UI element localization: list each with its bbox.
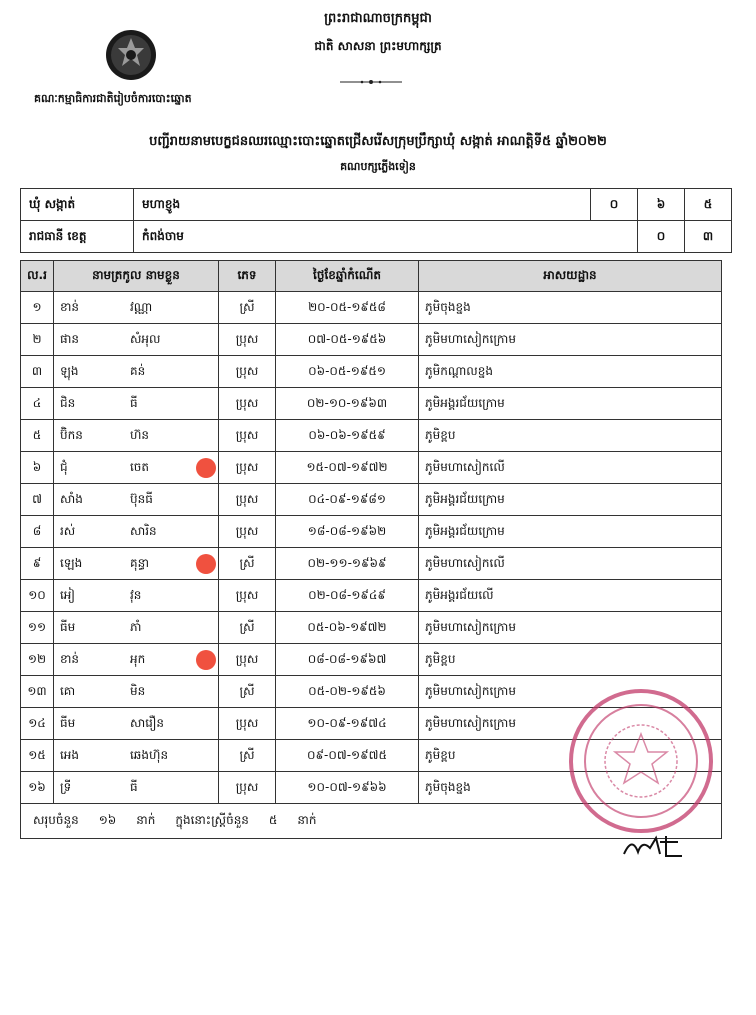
candidate-address: ភូមិមហាសៀកក្រោម <box>419 676 722 708</box>
candidate-sex: ប្រុស <box>219 484 276 516</box>
candidate-sex: ប្រុស <box>219 516 276 548</box>
candidate-name <box>54 740 219 772</box>
candidate-dob: ០២-១០-១៩៦៣ <box>276 388 419 420</box>
candidate-sex: ស្រី <box>219 676 276 708</box>
row-number: ១៥ <box>21 740 54 772</box>
candidate-dob: ០៥-០២-១៩៥៦ <box>276 676 419 708</box>
commune-code-digit: ៦ <box>638 189 685 221</box>
table-row <box>21 484 722 516</box>
given-name: សំអុល <box>130 331 161 346</box>
province-row <box>21 221 732 253</box>
national-motto: ជាតិ សាសនា ព្រះមហាក្សត្រ <box>314 39 442 53</box>
official-stamp-icon <box>566 686 716 836</box>
given-name: ធី <box>130 779 138 794</box>
province-code-digit: ០ <box>638 221 685 253</box>
given-name: ភាំ <box>130 619 142 634</box>
surname: ខាន់ <box>60 651 80 666</box>
candidate-address: ភូមិចុងខ្នង <box>419 292 722 324</box>
candidate-name <box>54 484 219 516</box>
candidate-address: ភូមិអង្គរជ័យក្រោម <box>419 516 722 548</box>
surname: ទ្រី <box>60 779 72 794</box>
surname: សាំង <box>60 491 83 506</box>
candidate-dob: ២០-០៥-១៩៥៨ <box>276 292 419 324</box>
candidate-name <box>54 644 219 676</box>
surname: ធីម <box>60 715 76 730</box>
surname: ធីម <box>60 619 76 634</box>
surname: ខាន់ <box>60 299 80 314</box>
commune-code-digit: ៥ <box>685 189 732 221</box>
women-label: ក្នុងនោះស្ត្រីចំនួន <box>175 813 249 827</box>
given-name: គុន្ធា <box>130 555 150 570</box>
candidate-sex: ស្រី <box>219 612 276 644</box>
surname: អៀ <box>60 587 75 602</box>
candidate-dob: ១៨-០៨-១៩៦២ <box>276 516 419 548</box>
candidate-name <box>54 292 219 324</box>
row-number: ២ <box>21 324 54 356</box>
location-table <box>20 188 732 253</box>
table-row <box>21 388 722 420</box>
surname: រស់ <box>60 523 76 538</box>
document-title: បញ្ជីរាយនាមបេក្ខជនឈរឈ្មោះបោះឆ្នោតជ្រើសរើសក្រុមប្រឹក្សាឃុំ សង្កាត់ អាណត្តិទី៥ ឆ្នាំ២០២២ <box>149 134 607 149</box>
candidate-address: ភូមិមហាសៀកក្រោម <box>419 324 722 356</box>
candidate-sex: ប្រុស <box>219 324 276 356</box>
candidate-address: ភូមិខ្ពប <box>419 644 722 676</box>
row-number: ៨ <box>21 516 54 548</box>
table-row <box>21 452 722 484</box>
row-number: ១០ <box>21 580 54 612</box>
surname: ប៊ិកន <box>60 427 83 442</box>
candidate-address: ភូមិមហាសៀកលើ <box>419 452 722 484</box>
candidate-address: ភូមិអង្គរជ័យក្រោម <box>419 388 722 420</box>
candidate-name <box>54 420 219 452</box>
commune-row <box>21 189 732 221</box>
commune-label: ឃុំ សង្កាត់ <box>21 189 134 221</box>
row-number: ៧ <box>21 484 54 516</box>
row-number: ៦ <box>21 452 54 484</box>
given-name: សារិន <box>130 523 157 538</box>
candidate-dob: ០២-១១-១៩៦៩ <box>276 548 419 580</box>
surname: ជិន <box>60 395 76 410</box>
surname: ឡេង <box>60 555 83 570</box>
candidate-address: ភូមិអង្គរជ័យក្រោម <box>419 484 722 516</box>
given-name: គន់ <box>130 363 146 378</box>
candidate-name <box>54 452 219 484</box>
col-header-dob: ថ្ងៃខែឆ្នាំកំណើត <box>276 261 419 292</box>
candidate-dob: ០៥-០៦-១៩៧២ <box>276 612 419 644</box>
surname: អេង <box>60 747 80 762</box>
row-number: ៣ <box>21 356 54 388</box>
table-row <box>21 548 722 580</box>
table-row <box>21 644 722 676</box>
total-value: ១៦ <box>98 813 117 827</box>
candidate-sex: ប្រុស <box>219 420 276 452</box>
surname: គោ <box>60 683 76 698</box>
candidate-dob: ១០-០៧-១៩៦៦ <box>276 772 419 804</box>
given-name: វុន <box>130 587 142 602</box>
table-row <box>21 356 722 388</box>
table-header-row <box>21 261 722 292</box>
women-value: ៥ <box>268 813 278 827</box>
given-name: ចេត <box>130 459 150 474</box>
national-election-committee-emblem-icon <box>104 28 158 82</box>
candidate-name <box>54 580 219 612</box>
candidate-address: ភូមិមហាសៀកក្រោម <box>419 612 722 644</box>
commune-value: មហាខ្ញូង <box>134 189 591 221</box>
red-mark-icon <box>196 458 216 478</box>
red-mark-icon <box>196 650 216 670</box>
candidate-name <box>54 676 219 708</box>
party-name: គណបក្សភ្លើងទៀន <box>340 160 416 173</box>
candidate-name <box>54 388 219 420</box>
row-number: ១៣ <box>21 676 54 708</box>
candidate-sex: ស្រី <box>219 292 276 324</box>
table-row <box>21 292 722 324</box>
col-header-address: អាសយដ្ឋាន <box>419 261 722 292</box>
province-value: កំពង់ចាម <box>134 221 638 253</box>
candidate-dob: ១០-០៩-១៩៧៤ <box>276 708 419 740</box>
candidate-sex: ប្រុស <box>219 452 276 484</box>
surname: ជុំ <box>60 459 68 474</box>
red-mark-icon <box>196 554 216 574</box>
candidate-address: ភូមិខ្ពប <box>419 740 722 772</box>
candidate-address: ភូមិកណ្តាលខ្នង <box>419 356 722 388</box>
row-number: ១ <box>21 292 54 324</box>
candidate-name <box>54 772 219 804</box>
surname: ផាន <box>60 331 80 346</box>
candidate-address: ភូមិអង្គរជ័យលើ <box>419 580 722 612</box>
candidate-sex: ប្រុស <box>219 644 276 676</box>
candidate-name <box>54 708 219 740</box>
row-number: ៤ <box>21 388 54 420</box>
total-label: សរុបចំនួន <box>33 813 79 827</box>
candidate-sex: ស្រី <box>219 548 276 580</box>
candidate-name <box>54 324 219 356</box>
table-row <box>21 580 722 612</box>
col-header-number: ល.រ <box>21 261 54 292</box>
given-name: សារឿន <box>130 715 165 730</box>
row-number: ១៤ <box>21 708 54 740</box>
row-number: ១១ <box>21 612 54 644</box>
candidate-dob: ០៨-០៨-១៩៦៧ <box>276 644 419 676</box>
given-name: ធី <box>130 395 138 410</box>
commune-code-digit: ០ <box>591 189 638 221</box>
candidate-sex: ប្រុស <box>219 356 276 388</box>
candidate-address: ភូមិខ្ពប <box>419 420 722 452</box>
candidate-dob: ១៥-០៧-១៩៧២ <box>276 452 419 484</box>
row-number: ១៦ <box>21 772 54 804</box>
province-code-digit: ៣ <box>685 221 732 253</box>
kingdom-heading: ព្រះរាជាណាចក្រកម្ពុជា <box>324 11 432 26</box>
row-number: ៩ <box>21 548 54 580</box>
given-name: ហ៊ន <box>130 427 150 442</box>
candidate-dob: ០៦-០៥-១៩៥១ <box>276 356 419 388</box>
province-label: រាជធានី ខេត្ត <box>21 221 134 253</box>
candidate-sex: ប្រុស <box>219 580 276 612</box>
candidate-address: ភូមិមហាសៀកក្រោម <box>419 708 722 740</box>
candidate-address: ភូមិចុងខ្នង <box>419 772 722 804</box>
row-number: ៥ <box>21 420 54 452</box>
col-header-name: នាមត្រកូល នាមខ្លួន <box>54 261 219 292</box>
total-unit: នាក់ <box>136 813 156 827</box>
candidate-dob: ០៩-០៧-១៩៧៥ <box>276 740 419 772</box>
given-name: ឆេងហ៊ុន <box>130 747 169 762</box>
candidate-name <box>54 356 219 388</box>
signature-icon <box>620 832 690 858</box>
candidate-dob: ០៦-០៦-១៩៥៩ <box>276 420 419 452</box>
given-name: អុក <box>130 651 146 666</box>
table-row <box>21 516 722 548</box>
col-header-sex: ភេទ <box>219 261 276 292</box>
table-row <box>21 324 722 356</box>
table-row <box>21 612 722 644</box>
women-unit: នាក់ <box>297 813 317 827</box>
row-number: ១២ <box>21 644 54 676</box>
given-name: ប៊ុនធី <box>130 491 153 506</box>
candidate-name <box>54 548 219 580</box>
candidate-sex: ប្រុស <box>219 708 276 740</box>
candidate-sex: ប្រុស <box>219 388 276 420</box>
given-name: មិន <box>130 683 146 698</box>
surname: ឡុង <box>60 363 79 378</box>
divider-ornament-icon <box>338 76 404 88</box>
committee-name: គណៈកម្មាធិការជាតិរៀបចំការបោះឆ្នោត <box>34 92 192 105</box>
candidate-name <box>54 612 219 644</box>
table-row <box>21 420 722 452</box>
candidate-sex: ស្រី <box>219 740 276 772</box>
candidate-dob: ០៤-០៩-១៩៨១ <box>276 484 419 516</box>
candidate-name <box>54 516 219 548</box>
candidate-address: ភូមិមហាសៀកលើ <box>419 548 722 580</box>
given-name: វណ្ណា <box>130 299 153 314</box>
candidate-dob: ០២-០៨-១៩៤៩ <box>276 580 419 612</box>
candidate-sex: ប្រុស <box>219 772 276 804</box>
candidate-dob: ០៧-០៥-១៩៥៦ <box>276 324 419 356</box>
